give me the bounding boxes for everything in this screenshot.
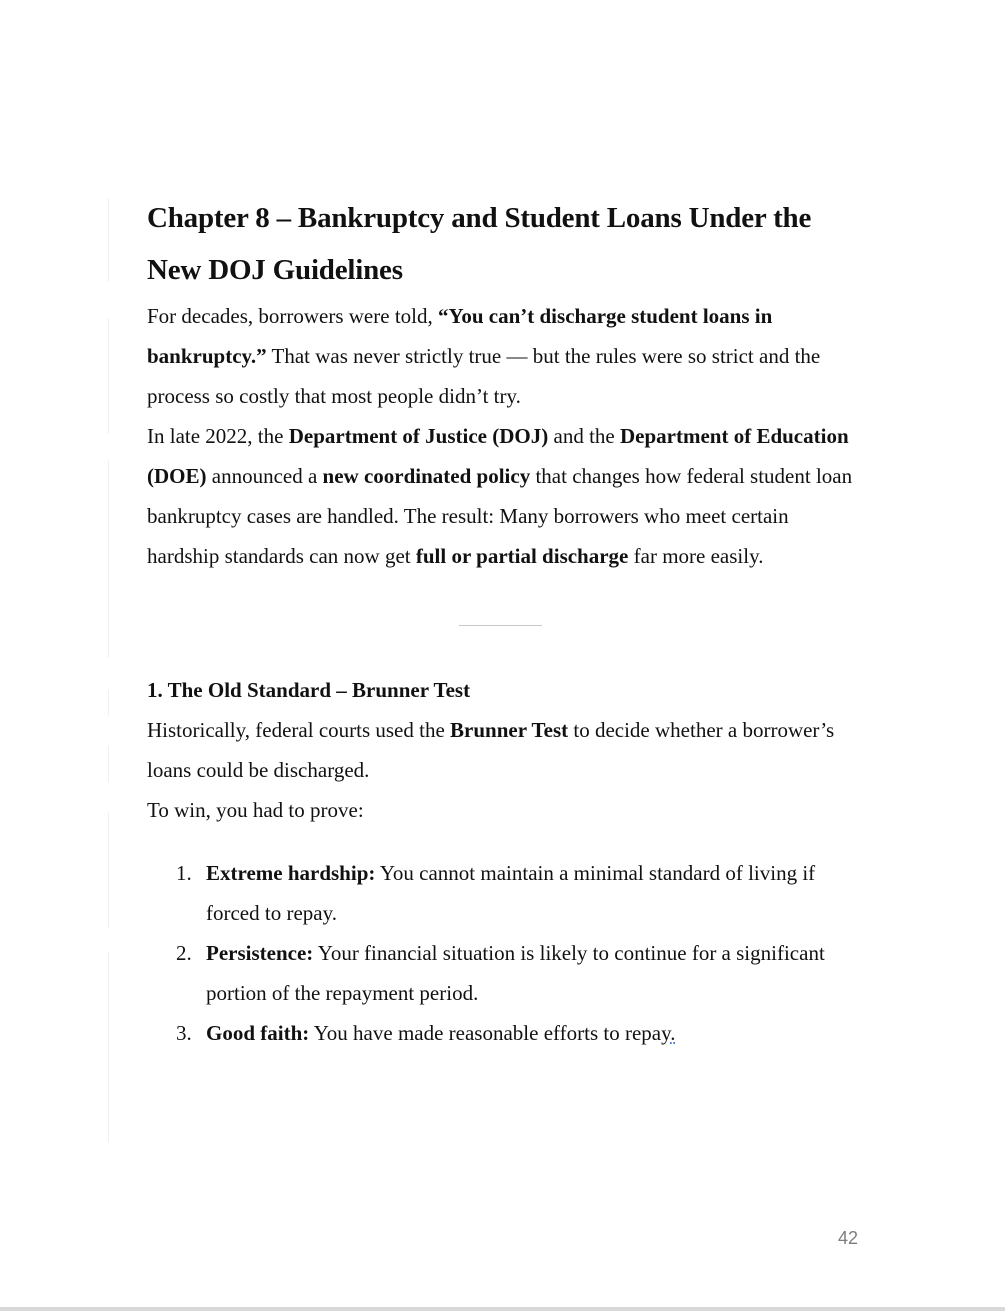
page-number: 42 [838,1228,859,1248]
bold-brunner-test: Brunner Test [450,718,569,742]
criterion-term: Extreme hardship: [206,861,376,885]
criterion-text: Your financial situation is likely to continue for a significant portion of the repayment period. [206,941,825,1005]
intro-paragraph-1: For decades, borrowers were told, “You can’t discharge student loans in bankruptcy.” That was never strictly true — but the rules were so strict and the process so costly that most people didn’t try. [147,304,821,408]
criterion-text: You have made reasonable efforts to repay [309,1021,671,1045]
block-marker [108,746,109,782]
block-marker [108,460,109,658]
section-paragraph-1: Historically, federal courts used the Brunner Test to decide whether a borrower’s loans could be discharged. To win, you had to prove: [147,718,835,822]
section-divider [459,625,542,626]
list-item [147,933,862,1013]
intro-paragraph-2: In late 2022, the Department of Justice (DOJ) and the Department of Education (DOE) announced a new coordinated policy that changes how federal student loan bankruptcy cases are handled. The result: Many borrowers who meet certain hardship standards can now get full or partial discharge far more easily. [147,424,853,568]
criterion-term: Good faith: [206,1021,310,1045]
bold-discharge: full or partial discharge [415,544,629,568]
brunner-criteria-list [147,853,862,1053]
list-item [147,853,862,933]
chapter-title-line-1: Chapter 8 – Bankruptcy and Student Loans Under the [147,202,812,234]
bold-doe: Department of Education (DOE) [147,424,849,488]
document-body [147,192,862,1053]
section-paragraph-2: To win, you had to prove: [147,798,364,822]
block-marker [108,812,109,928]
bold-quote: “You can’t discharge student loans in bankruptcy.” [147,304,773,368]
block-marker [108,690,109,716]
list-number: 3. [176,1021,192,1045]
list-item [147,1013,862,1053]
list-number: 1. [176,861,192,885]
block-marker [108,952,109,1142]
block-marker [108,318,109,434]
criterion-text: You cannot maintain a minimal standard of living if forced to repay. [206,861,816,925]
page-bottom-edge [0,1307,1005,1311]
bold-doj: Department of Justice (DOJ) [288,424,549,448]
bold-policy: new coordinated policy [322,464,531,488]
block-marker [108,198,109,282]
criterion-term: Persistence: [206,941,314,965]
chapter-title [147,192,862,296]
section-heading: 1. The Old Standard – Brunner Test [147,678,471,702]
list-number: 2. [176,941,192,965]
chapter-title-line-2: New DOJ Guidelines [147,254,403,286]
spelling-marker[interactable]: . [670,1021,676,1045]
